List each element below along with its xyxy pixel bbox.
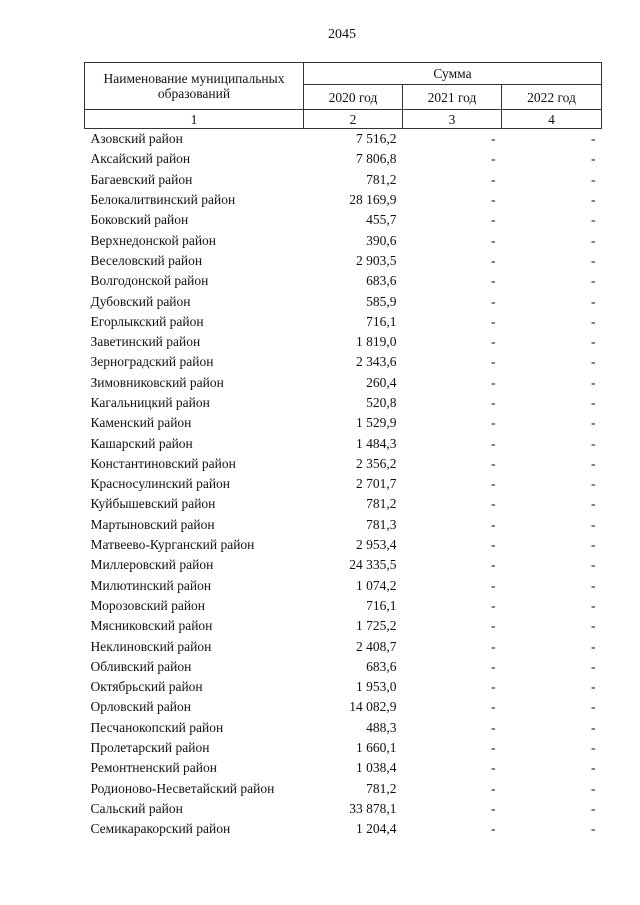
- amount-2021-cell: -: [491, 719, 496, 735]
- district-name-cell: Верхнедонской район: [90, 232, 217, 248]
- header-year-2020: 2020 год: [304, 85, 403, 110]
- amount-2020-cell: 455,7: [366, 212, 397, 228]
- amount-2022-cell: -: [591, 719, 596, 735]
- table-row: [85, 312, 602, 332]
- table-row: [85, 657, 602, 677]
- district-name-cell: Каменский район: [90, 415, 192, 431]
- amount-2021-cell: -: [491, 252, 496, 268]
- table-row: [85, 170, 602, 190]
- amount-2021-cell: -: [491, 212, 496, 228]
- amount-2022-cell: -: [591, 476, 596, 492]
- amount-2020-cell: 1 529,9: [356, 415, 397, 431]
- amount-2020-cell: 28 169,9: [349, 192, 397, 208]
- amount-2022-cell: -: [591, 740, 596, 756]
- amount-2021-cell: -: [491, 395, 496, 410]
- district-name-cell: Сальский район: [90, 800, 183, 816]
- amount-2021-cell: -: [491, 354, 496, 370]
- district-name-cell: Кашарский район: [90, 435, 193, 451]
- amount-2022-cell: -: [591, 151, 596, 167]
- amount-2020-cell: 1 074,2: [356, 577, 397, 593]
- amount-2021-cell: -: [491, 273, 496, 289]
- amount-2022-cell: -: [591, 293, 596, 309]
- amount-2022-cell: -: [591, 455, 596, 471]
- amount-2022-cell: -: [591, 334, 596, 350]
- district-name-cell: Мартыновский район: [90, 516, 215, 532]
- district-name-cell: Песчанокопский район: [90, 719, 224, 735]
- district-name-cell: Дубовский район: [90, 293, 191, 309]
- column-number: 1: [85, 110, 304, 129]
- page-number: 2045: [328, 27, 356, 42]
- amount-2020-cell: 1 484,3: [356, 435, 397, 451]
- header-year-2022: 2022 год: [502, 85, 602, 110]
- table-row: [85, 515, 602, 535]
- table-row: [85, 373, 602, 393]
- table-row: [85, 413, 602, 433]
- table-row: [85, 230, 602, 250]
- budget-table-wrapper: [84, 62, 601, 839]
- district-name-cell: Обливский район: [90, 658, 192, 674]
- amount-2020-cell: 2 701,7: [356, 476, 397, 492]
- district-name-cell: Неклиновский район: [90, 638, 212, 654]
- amount-2022-cell: -: [591, 415, 596, 431]
- amount-2020-cell: 390,6: [366, 232, 397, 248]
- district-name-cell: Азовский район: [90, 131, 183, 147]
- amount-2022-cell: -: [591, 354, 596, 370]
- table-row: [85, 291, 602, 311]
- amount-2022-cell: -: [591, 313, 596, 329]
- amount-2022-cell: -: [591, 435, 596, 451]
- amount-2022-cell: -: [591, 395, 596, 410]
- table-row: [85, 251, 602, 271]
- amount-2022-cell: -: [591, 252, 596, 268]
- amount-2021-cell: -: [491, 780, 496, 796]
- amount-2022-cell: -: [591, 131, 596, 147]
- district-name-cell: Мясниковский район: [90, 618, 213, 634]
- amount-2021-cell: -: [491, 760, 496, 776]
- district-name-cell: Морозовский район: [90, 597, 206, 613]
- table-body: [85, 129, 602, 840]
- table-row: [85, 758, 602, 778]
- amount-2022-cell: -: [591, 618, 596, 634]
- amount-2020-cell: 520,8: [366, 395, 397, 410]
- district-name-cell: Куйбышевский район: [90, 496, 216, 512]
- amount-2022-cell: -: [591, 699, 596, 715]
- amount-2021-cell: -: [491, 435, 496, 451]
- amount-2021-cell: -: [491, 557, 496, 573]
- amount-2021-cell: -: [491, 171, 496, 187]
- amount-2020-cell: 781,2: [366, 171, 397, 187]
- table-row: [85, 697, 602, 717]
- header-sum-column: Сумма: [304, 63, 602, 85]
- table-row: [85, 616, 602, 636]
- table-row: [85, 129, 602, 150]
- amount-2020-cell: 260,4: [366, 374, 397, 390]
- district-name-cell: Октябрьский район: [90, 679, 203, 695]
- amount-2020-cell: 716,1: [366, 597, 397, 613]
- district-name-cell: Волгодонской район: [90, 273, 209, 289]
- amount-2021-cell: -: [491, 679, 496, 695]
- district-name-cell: Заветинский район: [90, 334, 201, 350]
- amount-2021-cell: -: [491, 740, 496, 756]
- district-name-cell: Орловский район: [90, 699, 191, 715]
- amount-2022-cell: -: [591, 537, 596, 553]
- table-row: [85, 454, 602, 474]
- table-row: [85, 149, 602, 169]
- amount-2022-cell: -: [591, 516, 596, 532]
- amount-2020-cell: 1 204,4: [356, 821, 397, 837]
- header-name-column: Наименование муниципальных образований: [85, 63, 304, 110]
- amount-2020-cell: 2 343,6: [356, 354, 397, 370]
- table-row: [85, 779, 602, 799]
- amount-2020-cell: 781,2: [366, 780, 397, 796]
- table-row: [85, 332, 602, 352]
- amount-2021-cell: -: [491, 638, 496, 654]
- table-row: [85, 535, 602, 555]
- district-name-cell: Егорлыкский район: [90, 313, 204, 329]
- amount-2022-cell: -: [591, 658, 596, 674]
- table-row: [85, 636, 602, 656]
- amount-2022-cell: -: [591, 557, 596, 573]
- amount-2022-cell: -: [591, 679, 596, 695]
- amount-2020-cell: 781,2: [366, 496, 397, 512]
- amount-2020-cell: 716,1: [366, 313, 397, 329]
- amount-2022-cell: -: [591, 273, 596, 289]
- table-row: [85, 190, 602, 210]
- table-row: [85, 819, 602, 839]
- district-name-cell: Багаевский район: [90, 171, 193, 187]
- table-row: [85, 596, 602, 616]
- amount-2021-cell: -: [491, 658, 496, 674]
- amount-2022-cell: -: [591, 374, 596, 390]
- table-header: [85, 63, 602, 129]
- amount-2021-cell: -: [491, 151, 496, 167]
- amount-2020-cell: 24 335,5: [349, 557, 397, 573]
- column-number: 4: [502, 110, 602, 129]
- amount-2020-cell: 2 408,7: [356, 638, 397, 654]
- table-row: [85, 576, 602, 596]
- amount-2020-cell: 585,9: [366, 293, 397, 309]
- amount-2020-cell: 1 953,0: [356, 679, 397, 695]
- column-number: 3: [403, 110, 502, 129]
- amount-2021-cell: -: [491, 821, 496, 837]
- amount-2021-cell: -: [491, 597, 496, 613]
- district-name-cell: Пролетарский район: [90, 740, 210, 756]
- district-name-cell: Белокалитвинский район: [90, 192, 236, 208]
- district-name-cell: Аксайский район: [90, 151, 191, 167]
- amount-2020-cell: 33 878,1: [349, 800, 397, 816]
- table-row: [85, 271, 602, 291]
- amount-2020-cell: 683,6: [366, 273, 397, 289]
- table-row: [85, 738, 602, 758]
- amount-2021-cell: -: [491, 800, 496, 816]
- table-row: [85, 393, 602, 413]
- district-name-cell: Зерноградский район: [90, 354, 214, 370]
- header-year-2021: 2021 год: [403, 85, 502, 110]
- district-name-cell: Родионово-Несветайский район: [90, 780, 275, 796]
- table-row: [85, 799, 602, 819]
- amount-2021-cell: -: [491, 699, 496, 715]
- amount-2021-cell: -: [491, 537, 496, 553]
- amount-2020-cell: 1 038,4: [356, 760, 397, 776]
- amount-2021-cell: -: [491, 496, 496, 512]
- amount-2022-cell: -: [591, 232, 596, 248]
- amount-2022-cell: -: [591, 638, 596, 654]
- amount-2021-cell: -: [491, 232, 496, 248]
- amount-2020-cell: 1 819,0: [356, 334, 397, 350]
- amount-2020-cell: 2 903,5: [356, 252, 397, 268]
- table-row: [85, 494, 602, 514]
- amount-2021-cell: -: [491, 577, 496, 593]
- table-row: [85, 555, 602, 575]
- table-row: [85, 718, 602, 738]
- amount-2022-cell: -: [591, 800, 596, 816]
- amount-2020-cell: 7 516,2: [356, 131, 397, 147]
- table-row: [85, 352, 602, 372]
- amount-2021-cell: -: [491, 131, 496, 147]
- amount-2021-cell: -: [491, 192, 496, 208]
- table-row: [85, 677, 602, 697]
- district-name-cell: Семикаракорский район: [90, 821, 231, 837]
- district-name-cell: Боковский район: [90, 212, 189, 228]
- column-number: 2: [304, 110, 403, 129]
- district-name-cell: Константиновский район: [90, 455, 236, 471]
- table-row: [85, 433, 602, 453]
- amount-2020-cell: 7 806,8: [356, 151, 397, 167]
- amount-2022-cell: -: [591, 171, 596, 187]
- district-name-cell: Красносулинский район: [90, 476, 231, 492]
- district-name-cell: Веселовский район: [90, 252, 203, 268]
- amount-2022-cell: -: [591, 821, 596, 837]
- amount-2021-cell: -: [491, 313, 496, 329]
- amount-2021-cell: -: [491, 618, 496, 634]
- amount-2021-cell: -: [491, 374, 496, 390]
- amount-2020-cell: 14 082,9: [349, 699, 397, 715]
- amount-2021-cell: -: [491, 516, 496, 532]
- table-row: [85, 210, 602, 230]
- amount-2022-cell: -: [591, 212, 596, 228]
- amount-2021-cell: -: [491, 476, 496, 492]
- amount-2020-cell: 683,6: [366, 658, 397, 674]
- amount-2022-cell: -: [591, 597, 596, 613]
- amount-2020-cell: 2 953,4: [356, 537, 397, 553]
- amount-2021-cell: -: [491, 334, 496, 350]
- budget-table: [84, 62, 602, 839]
- district-name-cell: Кагальницкий район: [90, 395, 210, 410]
- district-name-cell: Миллеровский район: [90, 557, 214, 573]
- amount-2021-cell: -: [491, 455, 496, 471]
- amount-2022-cell: -: [591, 496, 596, 512]
- amount-2020-cell: 488,3: [366, 719, 397, 735]
- amount-2021-cell: -: [491, 293, 496, 309]
- amount-2022-cell: -: [591, 760, 596, 776]
- district-name-cell: Ремонтненский район: [90, 760, 217, 776]
- district-name-cell: Милютинский район: [90, 577, 212, 593]
- district-name-cell: Матвеево-Курганский район: [90, 537, 255, 553]
- amount-2021-cell: -: [491, 415, 496, 431]
- amount-2020-cell: 2 356,2: [356, 455, 397, 471]
- amount-2020-cell: 1 725,2: [356, 618, 397, 634]
- amount-2022-cell: -: [591, 192, 596, 208]
- amount-2022-cell: -: [591, 577, 596, 593]
- amount-2022-cell: -: [591, 780, 596, 796]
- district-name-cell: Зимовниковский район: [90, 374, 224, 390]
- amount-2020-cell: 781,3: [366, 516, 397, 532]
- table-row: [85, 474, 602, 494]
- amount-2020-cell: 1 660,1: [356, 740, 397, 756]
